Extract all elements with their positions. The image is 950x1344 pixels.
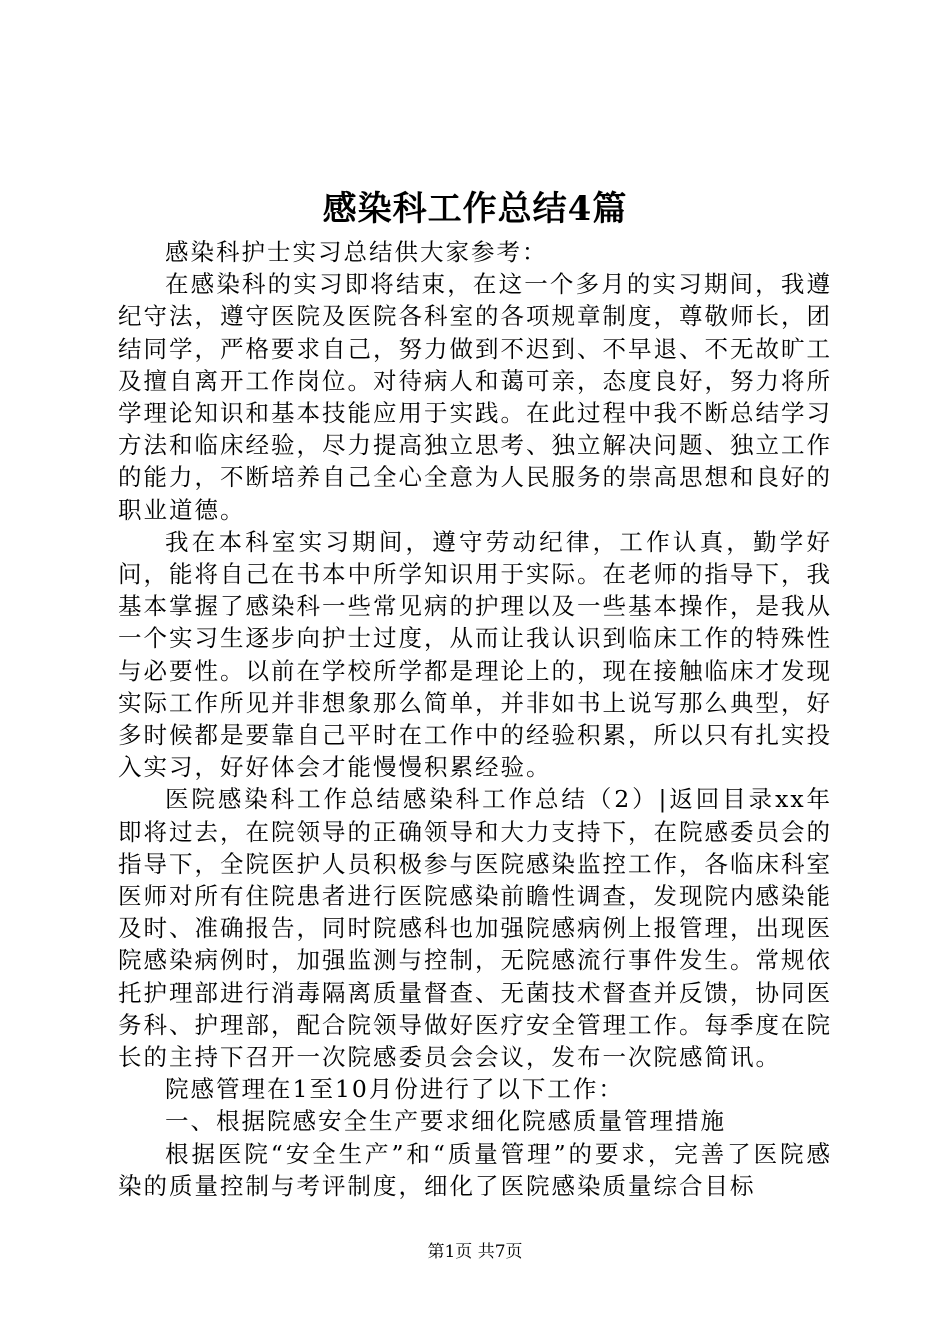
page-footer: 第1页 共7页 (427, 1242, 523, 1262)
paragraph-internship-conduct: 在感染科的实习即将结束，在这一个多月的实习期间，我遵纪守法，遵守医院及医院各科室的各项规章制度，尊敬师长，团结同学，严格要求自己，努力做到不迟到、不早退、不无故旷工及擅自离开工作岗位。对待病人和蔼可亲，态度良好，努力将所学理论知识和基本技能应用于实践。在此过程中我不断总结学习方法和临床经验，尽力提高独立思考、独立解决问题、独立工作的能力，不断培养自己全心全意为人民服务的崇高思想和良好的职业道德。 (118, 270, 832, 524)
paragraph-quality-management: 根据医院“安全生产”和“质量管理”的要求，完善了医院感染的质量控制与考评制度，细化了医院感染质量综合目标 (118, 1139, 832, 1200)
paragraph-intro: 感染科护士实习总结供大家参考： (165, 238, 548, 266)
paragraph-work-list-intro: 院感管理在1至10月份进行了以下工作： (165, 1075, 624, 1104)
document-title: 感染科工作总结4篇 (322, 189, 628, 229)
paragraph-hospital-summary: 医院感染科工作总结感染科工作总结（2）|返回目录xx年即将过去，在院领导的正确领导和大力支持下，在院感委员会的指导下，全院医护人员积极参与医院感染监控工作，各临床科室医师对所有住院患者进行医院感染前瞻性调查，发现院内感染能及时、准确报告，同时院感科也加强院感病例上报管理，出现医院感染病例时，加强监测与控制，无院感流行事件发生。常规依托护理部进行消毒隔离质量督查、无菌技术督查并反馈，协同医务科、护理部，配合院领导做好医疗安全管理工作。每季度在院长的主持下召开一次院感委员会会议，发布一次院感简讯。 (118, 785, 832, 1072)
section-heading-1: 一、根据院感安全生产要求细化院感质量管理措施 (165, 1107, 726, 1136)
document-body (118, 236, 832, 1202)
paragraph-internship-learning: 我在本科室实习期间，遵守劳动纪律，工作认真，勤学好问，能将自己在书本中所学知识用于实际。在老师的指导下，我基本掌握了感染科一些常见病的护理以及一些基本操作，是我从一个实习生逐步向护士过度，从而让我认识到临床工作的特殊性与必要性。以前在学校所学都是理论上的，现在接触临床才发现实际工作所见并非想象那么简单，并非如书上说写那么典型，好多时候都是要靠自己平时在工作中的经验积累，所以只有扎实投入实习，好好体会才能慢慢积累经验。 (118, 527, 832, 782)
